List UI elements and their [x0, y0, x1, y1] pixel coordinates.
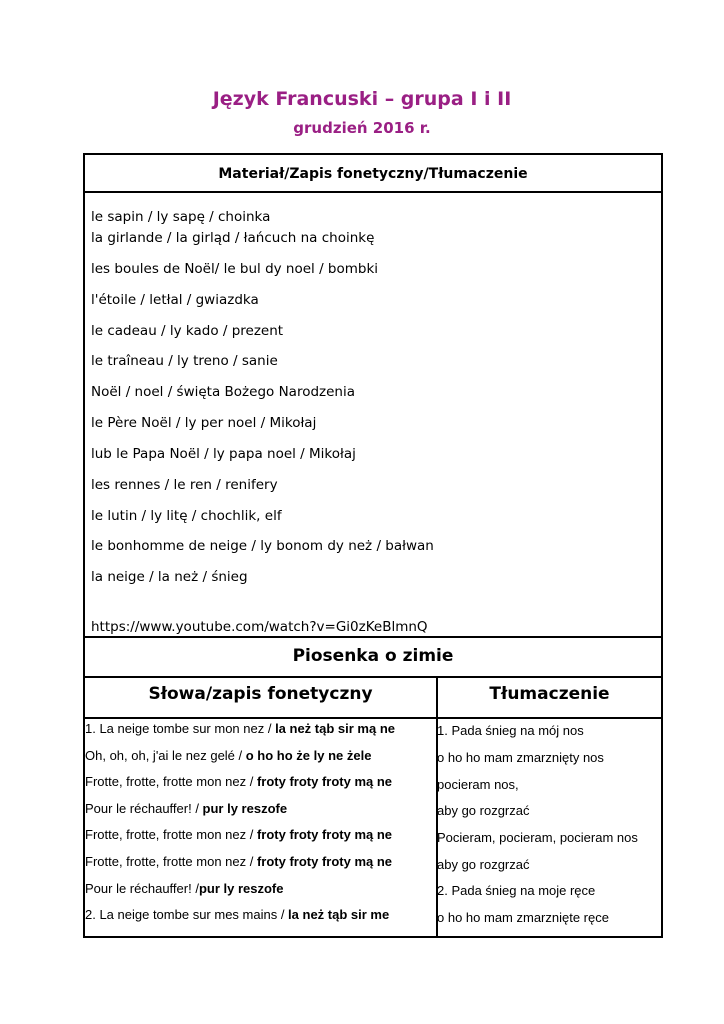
lyric-line: 1. La neige tombe sur mon nez / la neż tąb sir mą ne [85, 721, 395, 736]
translation-line: o ho ho mam zmarznięte ręce [437, 910, 609, 925]
translation-column-header: Tłumaczenie [489, 684, 610, 704]
lyric-line: Frotte, frotte, frotte mon nez / froty froty froty mą ne [85, 774, 393, 789]
translation-line: o ho ho mam zmarznięty nos [437, 750, 604, 765]
translation-line: pocieram nos, [437, 777, 519, 792]
youtube-link[interactable]: https://www.youtube.com/watch?v=Gi0zKeBlmnQ [91, 619, 428, 635]
vocab-line: la neige / la neż / śnieg [91, 569, 248, 585]
translation-line: 1. Pada śnieg na mój nos [437, 723, 584, 738]
translation-line: aby go rozgrzać [437, 857, 530, 872]
vocab-line: le sapin / ly sapę / choinka [91, 209, 271, 225]
header-rule [85, 717, 661, 719]
vocab-line: la girlande / la girląd / łańcuch na choinkę [91, 230, 375, 246]
vocab-line: l'étoile / letłal / gwiazdka [91, 292, 259, 308]
vocab-line: le cadeau / ly kado / prezent [91, 323, 284, 339]
lyric-line: Oh, oh, oh, j'ai le nez gelé / o ho ho że ly ne żele [85, 748, 372, 763]
lyric-line: Frotte, frotte, frotte mon nez / froty froty froty mą ne [85, 854, 393, 869]
lyric-line: Frotte, frotte, frotte mon nez / froty froty froty mą ne [85, 827, 393, 842]
vocabulary-header: Materiał/Zapis fonetyczny/Tłumaczenie [218, 166, 528, 182]
vocab-line: les rennes / le ren / renifery [91, 477, 278, 493]
vocabulary-header-cell [83, 153, 663, 193]
vocab-line: le bonhomme de neige / ly bonom dy neż / bałwan [91, 538, 434, 554]
translation-line: Pocieram, pocieram, pocieram nos [437, 830, 638, 845]
lyrics-column-header: Słowa/zapis fonetyczny [148, 684, 373, 704]
song-title-cell [83, 636, 663, 678]
song-table [83, 676, 663, 938]
song-title: Piosenka o zimie [292, 646, 454, 666]
vocabulary-list [83, 191, 663, 637]
vocab-line: le Père Noël / ly per noel / Mikołaj [91, 415, 317, 431]
lyric-line: Pour le réchauffer! /pur ly reszofe [85, 881, 284, 896]
document-title: Język Francuski – grupa I i II [212, 88, 512, 110]
lyric-line: 2. La neige tombe sur mes mains / la neż tąb sir me [85, 907, 390, 922]
vocab-line: Noël / noel / święta Bożego Narodzenia [91, 384, 355, 400]
vocab-line: lub le Papa Noël / ly papa noel / Mikołaj [91, 446, 356, 462]
document-date: grudzień 2016 r. [293, 119, 431, 137]
vocab-line: les boules de Noël/ le bul dy noel / bombki [91, 261, 379, 277]
lyric-line: Pour le réchauffer! / pur ly reszofe [85, 801, 288, 816]
translation-line: 2. Pada śnieg na moje ręce [437, 883, 596, 898]
vocab-line: le lutin / ly litę / chochlik, elf [91, 508, 282, 524]
vocab-line: le traîneau / ly treno / sanie [91, 353, 278, 369]
translation-line: aby go rozgrzać [437, 803, 530, 818]
